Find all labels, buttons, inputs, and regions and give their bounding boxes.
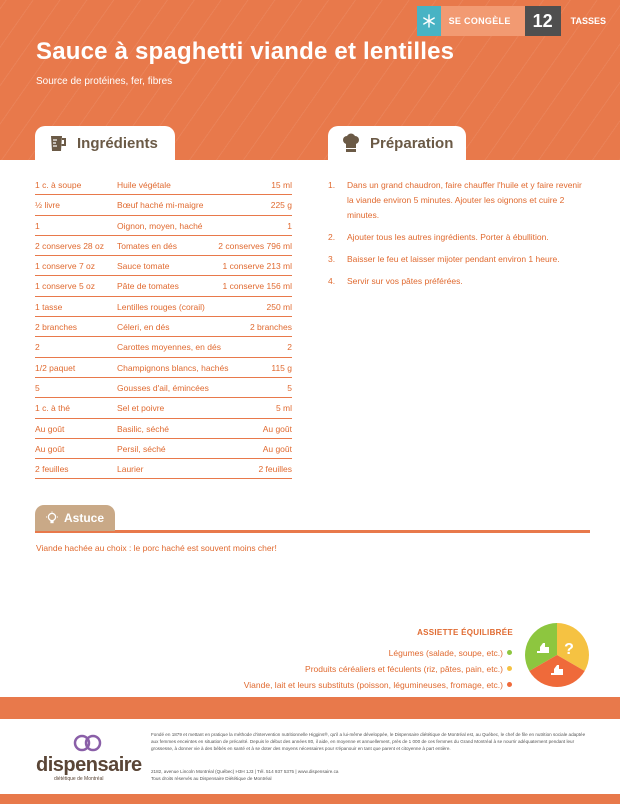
ingredient-metric: 115 g: [271, 362, 292, 373]
plate-legend-item: [240, 661, 512, 676]
ingredient-row: [35, 337, 292, 357]
yield-unit: TASSES: [570, 16, 606, 26]
ingredient-row: [35, 419, 292, 439]
ingredient-metric: 2 conserves 796 ml: [218, 240, 292, 251]
ingredient-metric: 5 ml: [275, 403, 292, 414]
logo-mark-icon: [72, 732, 104, 754]
logo-name: dispensaire: [36, 754, 142, 776]
footer-rights: Tous droits réservés au Dispensaire Diététique de Montréal: [151, 776, 272, 782]
ingredient-quantity: 1 conserve 5 oz: [35, 281, 96, 292]
recipe-subtitle: Source de protéines, fer, fibres: [36, 76, 173, 87]
ingredient-metric: 2: [287, 342, 292, 353]
ingredient-name: Oignon, moyen, haché: [117, 220, 203, 231]
measuring-cup-icon: [47, 132, 69, 154]
ingredient-metric: 1 conserve 213 ml: [222, 261, 292, 272]
ingredient-name: Basilic, séché: [117, 423, 169, 434]
preparation-step: [328, 178, 590, 223]
ingredient-metric: Au goût: [262, 423, 292, 434]
ingredient-metric: 5: [287, 382, 292, 393]
ingredient-name: Tomates en dés: [117, 240, 178, 251]
tip-divider: [35, 530, 590, 533]
ingredient-name: Céleri, en dés: [117, 322, 170, 333]
svg-text:?: ?: [564, 641, 574, 658]
recipe-title: Sauce à spaghetti viande et lentilles: [36, 38, 455, 65]
tip-tab: [35, 505, 115, 531]
snowflake-icon: [417, 6, 441, 36]
recipe-info-bar: [417, 6, 606, 36]
ingredient-metric: 250 ml: [266, 301, 292, 312]
ingredients-heading: Ingrédients: [77, 134, 158, 152]
plate-legend-text: Produits céréaliers et féculents (riz, pâtes, pain, etc.): [305, 663, 503, 674]
step-number: 2.: [328, 232, 336, 242]
ingredient-row: [35, 358, 292, 378]
ingredient-metric: 15 ml: [271, 180, 292, 190]
ingredient-name: Champignons blancs, hachés: [117, 362, 229, 373]
tip-text: Viande hachée au choix : le porc haché est souvent moins cher!: [36, 543, 277, 553]
ingredient-quantity: Au goût: [35, 443, 65, 454]
ingredient-metric: 1: [287, 220, 292, 231]
ingredient-name: Pâte de tomates: [117, 281, 179, 292]
ingredient-metric: 2 branches: [249, 322, 292, 333]
ingredients-table: [35, 175, 292, 479]
ingredient-row: [35, 378, 292, 398]
plate-legend-item: [240, 677, 512, 692]
ingredients-tab: [35, 126, 175, 160]
ingredient-metric: Au goût: [262, 443, 292, 454]
ingredient-row: [35, 297, 292, 317]
ingredient-row: [35, 236, 292, 256]
footer-address: 2182, avenue Lincoln Montréal (Québec) H3H 1J3 | Tél. 514 937 5375 | www.dispensaire.ca: [151, 769, 339, 774]
step-number: 3.: [328, 254, 336, 264]
ingredient-quantity: 1: [35, 220, 40, 231]
chef-hat-icon: [340, 132, 362, 154]
ingredient-row: [35, 175, 292, 195]
ingredient-quantity: 2 branches: [35, 322, 78, 333]
ingredient-name: Bœuf haché mi-maigre: [117, 200, 204, 211]
ingredient-quantity: 1 tasse: [35, 301, 63, 312]
step-text: Ajouter tous les autres ingrédients. Porter à ébullition.: [347, 232, 549, 242]
ingredient-name: Gousses d'ail, émincées: [117, 382, 209, 393]
ingredient-quantity: 5: [35, 382, 40, 393]
balanced-plate-legend: [240, 645, 512, 693]
ingredient-name: Sauce tomate: [117, 261, 170, 272]
plate-legend-text: Légumes (salade, soupe, etc.): [388, 647, 503, 658]
ingredient-row: [35, 256, 292, 276]
plate-legend-item: [240, 645, 512, 660]
ingredient-row: [35, 439, 292, 459]
step-text: Baisser le feu et laisser mijoter pendant environ 1 heure.: [347, 254, 560, 264]
ingredient-name: Sel et poivre: [117, 403, 165, 414]
step-text: Servir sur vos pâtes préférées.: [347, 276, 463, 286]
freezable-label: SE CONGÈLE: [441, 6, 525, 36]
step-number: 1.: [328, 180, 336, 190]
preparation-heading: Préparation: [370, 134, 454, 152]
ingredient-quantity: 1 c. à soupe: [35, 180, 82, 190]
preparation-tab: [328, 126, 466, 160]
preparation-steps: [328, 178, 590, 296]
ingredient-row: [35, 398, 292, 418]
plate-legend-text: Viande, lait et leurs substituts (poisson, légumineuses, fromage, etc.): [243, 679, 503, 690]
footer-contact: [151, 768, 338, 782]
footer-about: Fondé en 1879 et mettant en pratique la méthode d'intervention nutritionnelle Higgins®, qu'il a lui-même développée, le Dispensaire diététique de Montréal est, au Québec, le chef de file en nutrition sociale adaptée aux femmes enceintes en situation de précarité. Depuis le début des années 80, il aide, en moyenne et annuellement, près de 1 000 de ces femmes du Grand Montréal à se nourrir adéquatement pendant leur grossesse, à donner vie à des bébés en santé et à se doter des moyens nécessaires pour s'épanouir en tant que parent et citoyenne à part entière.: [151, 732, 586, 752]
ingredient-quantity: 2 feuilles: [35, 464, 69, 475]
ingredient-metric: 1 conserve 156 ml: [222, 281, 292, 292]
ingredient-quantity: 2 conserves 28 oz: [35, 240, 104, 251]
tip-heading: Astuce: [64, 511, 105, 525]
logo-subtitle: diététique de Montréal: [54, 776, 104, 782]
ingredient-quantity: 1 conserve 7 oz: [35, 261, 96, 272]
balanced-plate-icon: [523, 621, 591, 689]
balanced-plate-title: ASSIETTE ÉQUILIBRÉE: [417, 628, 513, 637]
ingredient-metric: 225 g: [270, 200, 292, 211]
ingredient-name: Huile végétale: [117, 180, 171, 190]
step-number: 4.: [328, 276, 336, 286]
ingredient-row: [35, 216, 292, 236]
yield-count: 12: [525, 6, 561, 36]
preparation-step: [328, 230, 590, 245]
ingredient-name: Lentilles rouges (corail): [117, 301, 205, 312]
ingredient-name: Carottes moyennes, en dés: [117, 342, 221, 353]
footer-bottom-bar: [0, 794, 620, 804]
ingredient-quantity: 2: [35, 342, 40, 353]
ingredient-row: [35, 317, 292, 337]
ingredient-quantity: 1/2 paquet: [35, 362, 76, 373]
preparation-step: [328, 274, 590, 289]
ingredient-quantity: 1 c. à thé: [35, 403, 70, 414]
food-group-dot-icon: [507, 650, 512, 655]
ingredient-quantity: Au goût: [35, 423, 65, 434]
ingredient-row: [35, 195, 292, 215]
preparation-step: [328, 252, 590, 267]
ingredient-name: Persil, séché: [117, 443, 166, 454]
ingredient-row: [35, 276, 292, 296]
food-group-dot-icon: [507, 682, 512, 687]
step-text: Dans un grand chaudron, faire chauffer l'huile et y faire revenir la viande environ 5 minutes. Ajouter les oignons et cuire 2 minutes.: [347, 180, 582, 220]
ingredient-row: [35, 459, 292, 479]
food-group-dot-icon: [507, 666, 512, 671]
ingredient-metric: 2 feuilles: [258, 464, 292, 475]
ingredient-quantity: ½ livre: [35, 200, 61, 211]
lightbulb-icon: [45, 511, 59, 525]
ingredient-name: Laurier: [117, 464, 144, 475]
